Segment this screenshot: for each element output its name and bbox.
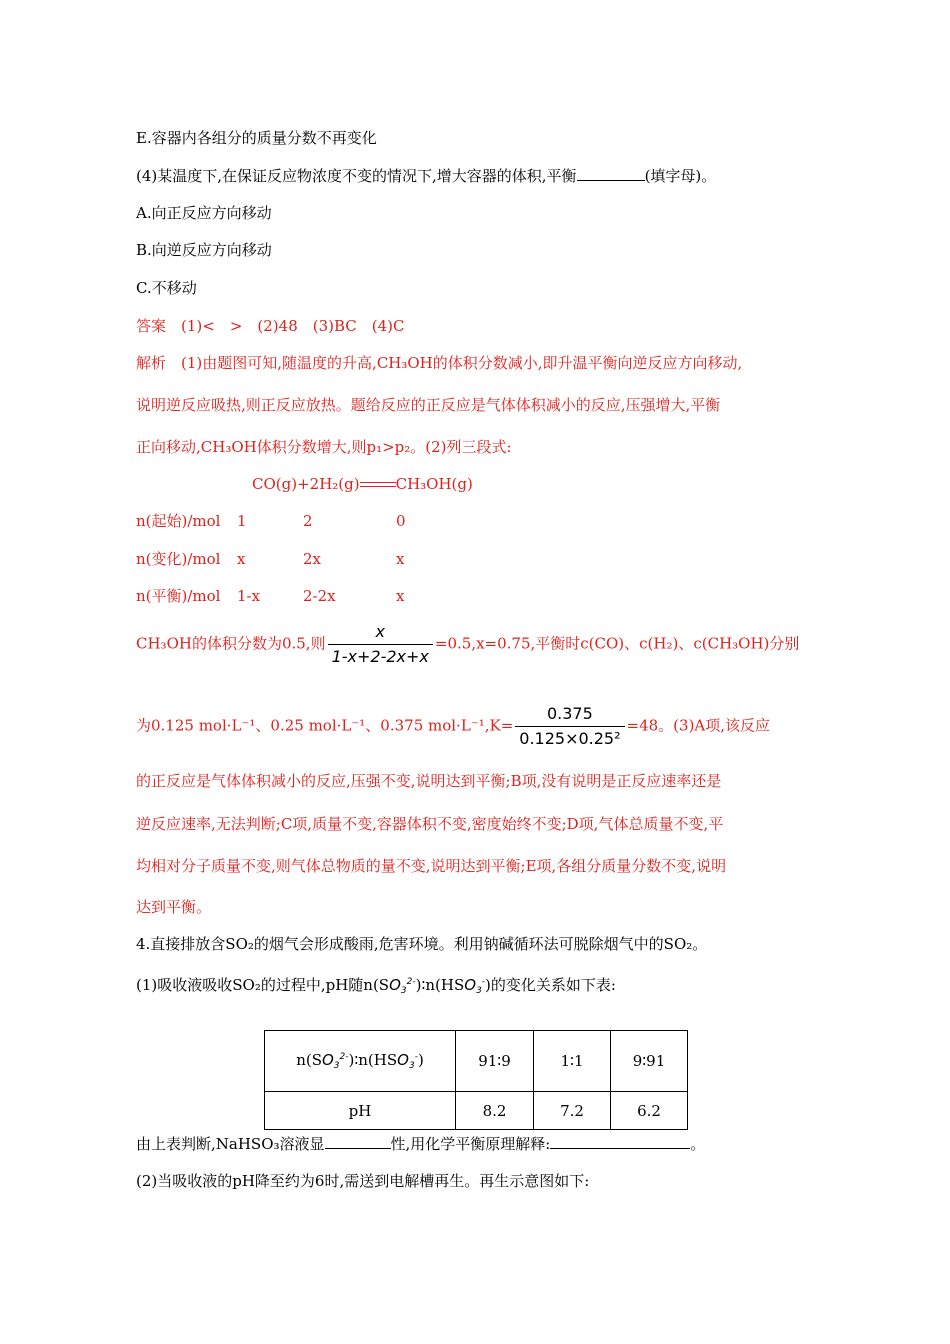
- property-blank[interactable]: [325, 1134, 391, 1149]
- bisulfite-ion: [397, 1051, 418, 1069]
- ph-cell: 6.2: [611, 1092, 688, 1130]
- row-change-b: 2x: [303, 550, 322, 568]
- row-label-equilibrium: n(平衡)/mol: [136, 587, 221, 605]
- k-frac-den: 0.125×0.25²: [515, 726, 624, 749]
- answer-blank[interactable]: [577, 166, 645, 181]
- ion-o: O: [397, 1051, 409, 1069]
- ph-table: [264, 1030, 688, 1130]
- equation: [252, 474, 473, 494]
- ion-charge-m: -: [481, 977, 486, 987]
- row-start-a: 1: [237, 512, 247, 530]
- judge-mid: 性,用化学平衡原理解释:: [390, 1135, 551, 1153]
- volume-fraction-line: [136, 622, 799, 667]
- option-b: B.向逆反应方向移动: [136, 241, 272, 259]
- header-b: )∶n(HS: [348, 1051, 398, 1069]
- q4-part1: [136, 972, 616, 1001]
- q4-intro: 4.直接排放含SO₂的烟气会形成酸雨,危害环境。利用钠碱循环法可脱除烟气中的SO₂。: [136, 935, 708, 953]
- table-header-cell: [265, 1031, 456, 1092]
- ion-sub-3: 3: [408, 1061, 415, 1071]
- ph-cell: 7.2: [534, 1092, 611, 1130]
- analysis-text-1: (1)由题图可知,随温度的升高,CH₃OH的体积分数减小,即升温平衡向逆反应方向移动,: [181, 354, 743, 372]
- analysis-line-b: 逆反应速率,无法判断;C项,质量不变,容器体积不变,密度始终不变;D项,气体总质量不变,平: [136, 815, 724, 833]
- analysis-line-d: 达到平衡。: [136, 898, 212, 916]
- q4-part2: (2)当吸收液的pH降至约为6时,需送到电解槽再生。再生示意图如下:: [136, 1172, 590, 1190]
- part4-prefix: (4)某温度下,在保证反应物浓度不变的情况下,增大容器的体积,平衡: [136, 167, 577, 185]
- analysis-line-a: 的正反应是气体体积减小的反应,压强不变,说明达到平衡;B项,没有说明是正反应速率还是: [136, 772, 722, 790]
- sulfite-ion: [389, 976, 416, 994]
- ion-charge-2m: 2-: [406, 977, 416, 987]
- table-row: [265, 1031, 688, 1092]
- part1-prefix: (1)吸收液吸收SO₂的过程中,pH随n(S: [136, 976, 390, 994]
- row-label-change: n(变化)/mol: [136, 550, 221, 568]
- k-suffix: =48。(3)A项,该反应: [626, 716, 771, 735]
- analysis-line-1: [136, 353, 742, 373]
- option-a: A.向正反应方向移动: [136, 204, 272, 222]
- vol-suffix: =0.5,x=0.75,平衡时c(CO)、c(H₂)、c(CH₃OH)分别: [434, 634, 800, 653]
- answer-text: (1)< > (2)48 (3)BC (4)C: [181, 317, 405, 335]
- k-fraction: [515, 704, 624, 749]
- row-equilibrium-a: 1-x: [237, 587, 261, 605]
- answer-line: [136, 316, 405, 336]
- row-start-c: 0: [396, 512, 406, 530]
- bisulfite-ion: [464, 976, 485, 994]
- ph-label-cell: pH: [265, 1092, 456, 1130]
- row-change-c: x: [396, 550, 405, 568]
- ratio-cell: 9∶91: [611, 1031, 688, 1092]
- part4-suffix: (填字母)。: [644, 167, 717, 185]
- part1-suffix: )的变化关系如下表:: [485, 976, 616, 994]
- ion-sub-3: 3: [476, 986, 482, 996]
- ion-o: O: [464, 976, 477, 994]
- vol-prefix: CH₃OH的体积分数为0.5,则: [136, 634, 326, 653]
- row-equilibrium-b: 2-2x: [303, 587, 336, 605]
- k-frac-num: 0.375: [546, 704, 593, 723]
- sulfite-ion: [322, 1051, 349, 1069]
- q4-judge: [136, 1134, 705, 1154]
- volume-fraction: [328, 622, 433, 667]
- part1-mid: )∶n(HS: [415, 976, 465, 994]
- table-row: [265, 1092, 688, 1130]
- analysis-line-c: 均相对分子质量不变,则气体总物质的量不变,说明达到平衡;E项,各组分质量分数不变,说明: [136, 857, 727, 875]
- ion-o: O: [389, 976, 401, 994]
- explanation-blank[interactable]: [550, 1134, 690, 1149]
- vol-frac-num: x: [375, 622, 385, 641]
- equilibrium-arrow-icon: [360, 480, 396, 490]
- ph-cell: 8.2: [456, 1092, 534, 1130]
- equation-left: CO(g)+2H₂(g): [252, 475, 360, 493]
- part4-question: [136, 166, 716, 186]
- ratio-cell: 1∶1: [534, 1031, 611, 1092]
- k-prefix: 为0.125 mol·L⁻¹、0.25 mol·L⁻¹、0.375 mol·L⁻¹,K=: [136, 716, 514, 735]
- analysis-line-3: 正向移动,CH₃OH体积分数增大,则p₁>p₂。(2)列三段式:: [136, 438, 512, 456]
- header-a: n(S: [296, 1051, 322, 1069]
- ion-charge-2m: 2-: [339, 1052, 349, 1062]
- option-e: E.容器内各组分的质量分数不再变化: [136, 129, 377, 147]
- equation-right: CH₃OH(g): [395, 475, 473, 493]
- ion-sub-3: 3: [400, 986, 407, 996]
- analysis-line-2: 说明逆反应吸热,则正反应放热。题给反应的正反应是气体体积减小的反应,压强增大,平衡: [136, 396, 721, 414]
- ion-o: O: [321, 1051, 334, 1069]
- row-label-start: n(起始)/mol: [136, 512, 221, 530]
- k-line: [136, 704, 770, 749]
- judge-prefix: 由上表判断,NaHSO₃溶液显: [136, 1135, 325, 1153]
- judge-suffix: 。: [690, 1135, 706, 1153]
- ion-charge-m: -: [414, 1052, 418, 1062]
- row-start-b: 2: [303, 512, 313, 530]
- ratio-cell: 91∶9: [456, 1031, 534, 1092]
- ion-sub-3: 3: [333, 1061, 340, 1071]
- row-equilibrium-c: x: [396, 587, 405, 605]
- option-c: C.不移动: [136, 279, 197, 297]
- vol-frac-den: 1-x+2-2x+x: [328, 644, 433, 667]
- header-c: ): [417, 1051, 424, 1069]
- row-change-a: x: [237, 550, 246, 568]
- analysis-label: 解析: [136, 354, 167, 372]
- answer-label: 答案: [136, 317, 167, 335]
